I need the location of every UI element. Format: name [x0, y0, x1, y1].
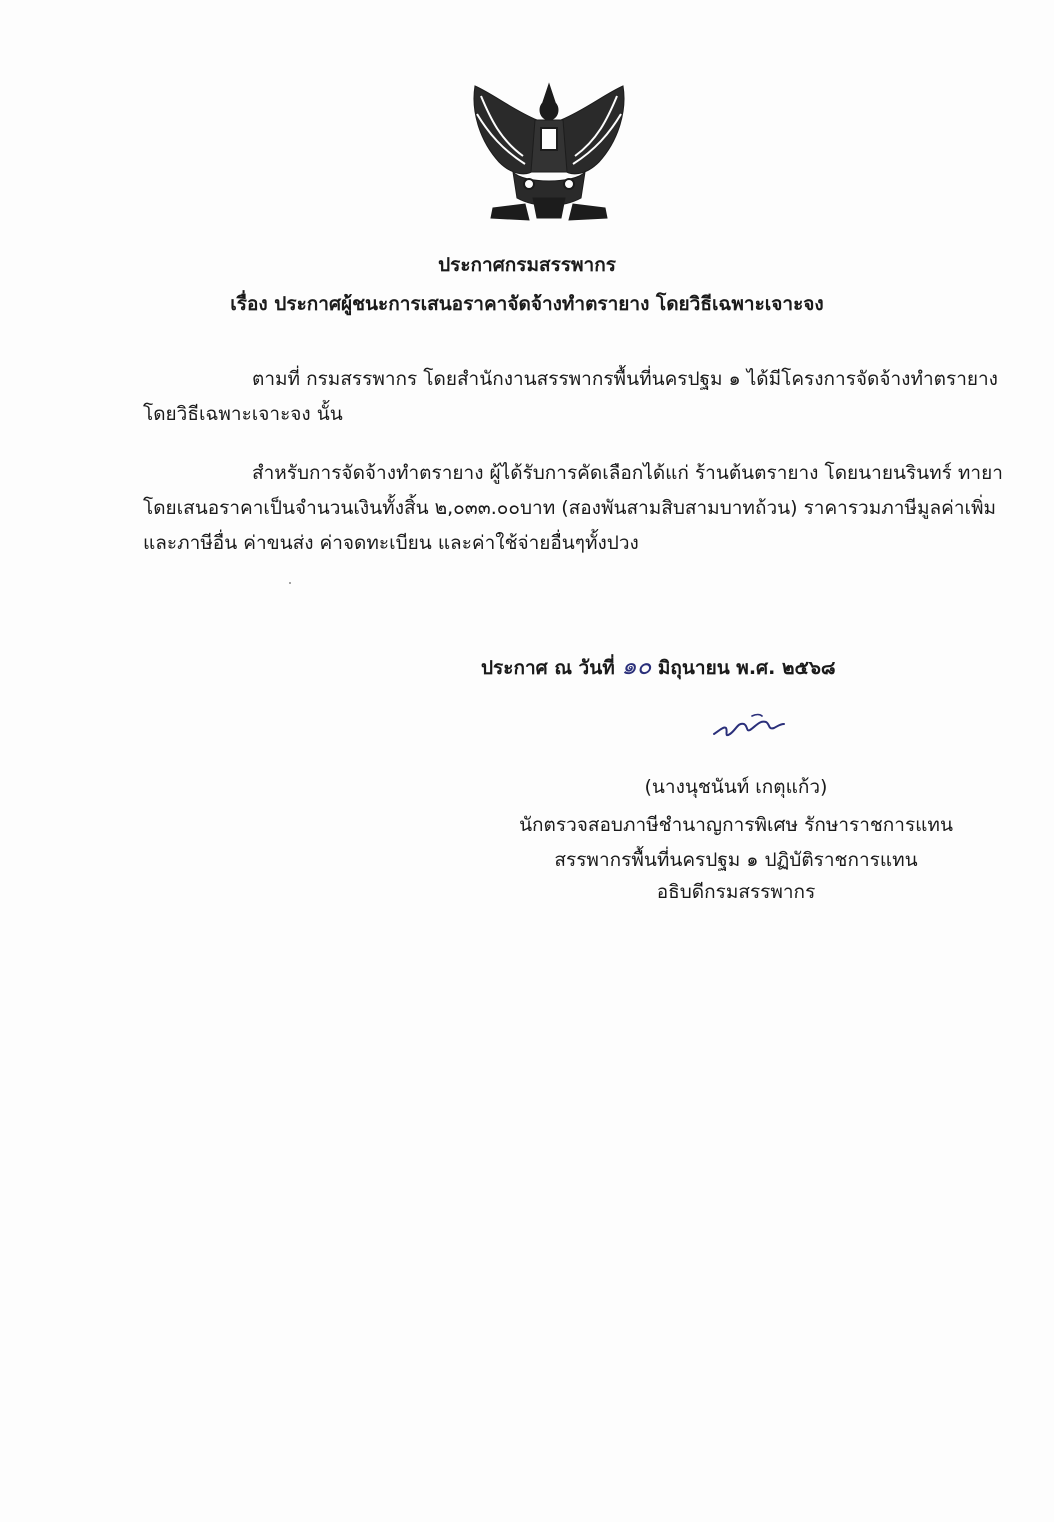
signatory-position-line-3: อธิบดีกรมสรรพากร [656, 881, 816, 903]
date-suffix: มิถุนายน พ.ศ. ๒๕๖๘ [657, 657, 836, 679]
paragraph-1-line-1: ตามที่ กรมสรรพากร โดยสำนักงานสรรพากรพื้นที่นครปฐม ๑ ได้มีโครงการจัดจ้างทำตรายาง [252, 368, 998, 390]
announcement-date [481, 646, 836, 685]
handwritten-signature-icon [710, 708, 786, 742]
announcement-subject: เรื่อง ประกาศผู้ชนะการเสนอราคาจัดจ้างทำตรายาง โดยวิธีเฉพาะเจาะจง [230, 293, 824, 315]
stray-mark [289, 582, 291, 584]
signatory-position-line-1: นักตรวจสอบภาษีชำนาญการพิเศษ รักษาราชการแทน [519, 814, 953, 836]
paragraph-2-line-3: และภาษีอื่น ค่าขนส่ง ค่าจดทะเบียน และค่าใช้จ่ายอื่นๆทั้งปวง [143, 532, 639, 554]
paragraph-1-line-2: โดยวิธีเฉพาะเจาะจง นั้น [143, 403, 343, 425]
paragraph-2-line-2: โดยเสนอราคาเป็นจำนวนเงินทั้งสิ้น ๒,๐๓๓.๐๐บาท (สองพันสามสิบสามบาทถ้วน) ราคารวมภาษีมูลค่าเพิ่ม [143, 497, 997, 519]
garuda-emblem-icon [463, 80, 635, 230]
announcement-title: ประกาศกรมสรรพากร [438, 254, 616, 276]
paragraph-2-line-1: สำหรับการจัดจ้างทำตรายาง ผู้ได้รับการคัดเลือกได้แก่ ร้านต้นตรายาง โดยนายนรินทร์ ทายา [252, 462, 1003, 484]
date-day: ๑๐ [621, 652, 652, 680]
date-prefix: ประกาศ ณ วันที่ [481, 657, 615, 679]
signatory-position-line-2: สรรพากรพื้นที่นครปฐม ๑ ปฏิบัติราชการแทน [554, 849, 918, 871]
signatory-name: (นางนุชนันท์ เกตุแก้ว) [644, 776, 828, 798]
